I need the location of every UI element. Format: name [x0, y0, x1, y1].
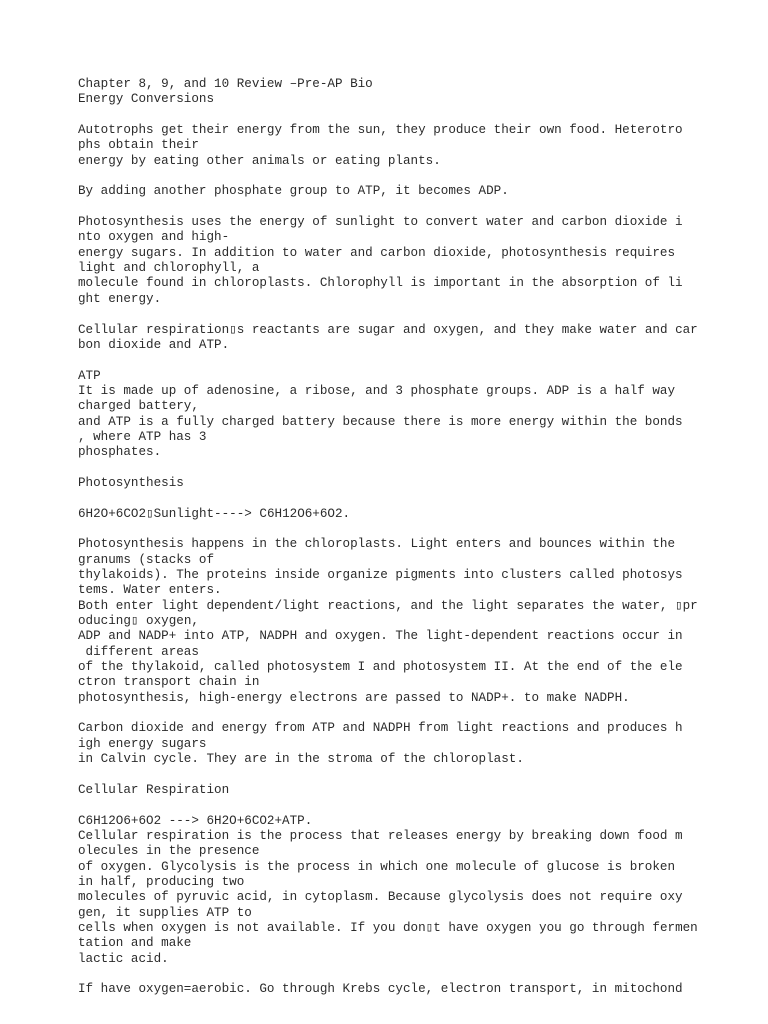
text-line: ctron transport chain in: [78, 675, 260, 690]
text-line: Chapter 8, 9, and 10 Review –Pre-AP Bio: [78, 77, 373, 91]
text-line: ADP and NADP+ into ATP, NADPH and oxygen. The light-dependent reactions occur in: [78, 629, 683, 644]
paragraph-gap: [78, 461, 758, 476]
paragraph-gap: [78, 491, 758, 506]
text-line: in half, producing two: [78, 874, 245, 889]
text-line: bon dioxide and ATP.: [78, 337, 230, 352]
paragraph: [78, 77, 758, 108]
text-line: energy sugars. In addition to water and carbon dioxide, photosynthesis requires: [78, 245, 676, 260]
text-line: By adding another phosphate group to ATP, it becomes ADP.: [78, 184, 509, 199]
paragraph: [78, 783, 758, 798]
document-body: [78, 77, 758, 998]
paragraph-gap: [78, 798, 758, 813]
text-line: nto oxygen and high-: [78, 230, 230, 245]
text-line: cells when oxygen is not available. If you don▯t have oxygen you go through fermen: [78, 920, 698, 935]
text-line: of the thylakoid, called photosystem I and photosystem II. At the end of the ele: [78, 660, 683, 675]
text-line: oducing▯ oxygen,: [78, 614, 199, 629]
paragraph: [78, 323, 758, 354]
text-line: ATP: [78, 368, 101, 383]
paragraph: [78, 982, 758, 997]
text-line: It is made up of adenosine, a ribose, and 3 phosphate groups. ADP is a half way: [78, 383, 676, 398]
text-line: of oxygen. Glycolysis is the process in which one molecule of glucose is broken: [78, 859, 676, 874]
text-line: Photosynthesis uses the energy of sunlight to convert water and carbon dioxide i: [78, 215, 683, 230]
paragraph-gap: [78, 353, 758, 368]
text-line: , where ATP has 3: [78, 429, 207, 444]
paragraph-gap: [78, 307, 758, 322]
text-line: Both enter light dependent/light reactions, and the light separates the water, ▯pr: [78, 598, 698, 613]
paragraph: [78, 215, 758, 307]
paragraph: [78, 184, 758, 199]
text-line: Photosynthesis: [78, 475, 184, 490]
paragraph-gap: [78, 967, 758, 982]
text-line: olecules in the presence: [78, 844, 260, 859]
paragraph: [78, 123, 758, 169]
paragraph-gap: [78, 200, 758, 215]
text-line: Autotrophs get their energy from the sun, they produce their own food. Heterotro: [78, 123, 683, 138]
text-line: in Calvin cycle. They are in the stroma of the chloroplast.: [78, 752, 524, 767]
text-line: Cellular Respiration: [78, 782, 230, 797]
paragraph: [78, 507, 758, 522]
text-line: and ATP is a fully charged battery because there is more energy within the bonds: [78, 414, 683, 429]
text-line: molecule found in chloroplasts. Chlorophyll is important in the absorption of li: [78, 276, 683, 291]
text-line: Energy Conversions: [78, 92, 215, 107]
text-line: 6H2O+6CO2▯Sunlight----> C6H12O6+6O2.: [78, 506, 351, 521]
text-line: gen, it supplies ATP to: [78, 905, 252, 920]
paragraph-gap: [78, 522, 758, 537]
text-line: molecules of pyruvic acid, in cytoplasm. Because glycolysis does not require oxy: [78, 890, 683, 905]
paragraph: [78, 721, 758, 767]
text-line: tems. Water enters.: [78, 583, 222, 598]
text-line: If have oxygen=aerobic. Go through Krebs cycle, electron transport, in mitochond: [78, 982, 683, 997]
text-line: C6H12O6+6O2 ---> 6H2O+6CO2+ATP.: [78, 813, 313, 828]
text-line: phs obtain their: [78, 138, 199, 153]
paragraph-gap: [78, 169, 758, 184]
text-line: phosphates.: [78, 445, 162, 460]
text-line: charged battery,: [78, 399, 199, 414]
paragraph: [78, 814, 758, 967]
paragraph-gap: [78, 706, 758, 721]
text-line: Photosynthesis happens in the chloroplasts. Light enters and bounces within the: [78, 537, 676, 552]
text-line: Cellular respiration▯s reactants are sugar and oxygen, and they make water and car: [78, 322, 698, 337]
text-line: granums (stacks of: [78, 552, 215, 567]
paragraph: [78, 476, 758, 491]
text-line: Carbon dioxide and energy from ATP and NADPH from light reactions and produces h: [78, 721, 683, 736]
paragraph-gap: [78, 108, 758, 123]
text-line: Cellular respiration is the process that releases energy by breaking down food m: [78, 828, 683, 843]
text-line: ght energy.: [78, 291, 162, 306]
text-line: light and chlorophyll, a: [78, 261, 260, 276]
text-line: photosynthesis, high-energy electrons are passed to NADP+. to make NADPH.: [78, 690, 630, 705]
text-line: thylakoids). The proteins inside organize pigments into clusters called photosys: [78, 568, 683, 582]
paragraph: [78, 369, 758, 461]
text-line: energy by eating other animals or eating plants.: [78, 153, 441, 168]
paragraph: [78, 537, 758, 706]
text-line: different areas: [78, 644, 199, 659]
text-line: tation and make: [78, 936, 192, 951]
text-line: igh energy sugars: [78, 736, 207, 751]
paragraph-gap: [78, 767, 758, 782]
text-line: lactic acid.: [78, 951, 169, 966]
